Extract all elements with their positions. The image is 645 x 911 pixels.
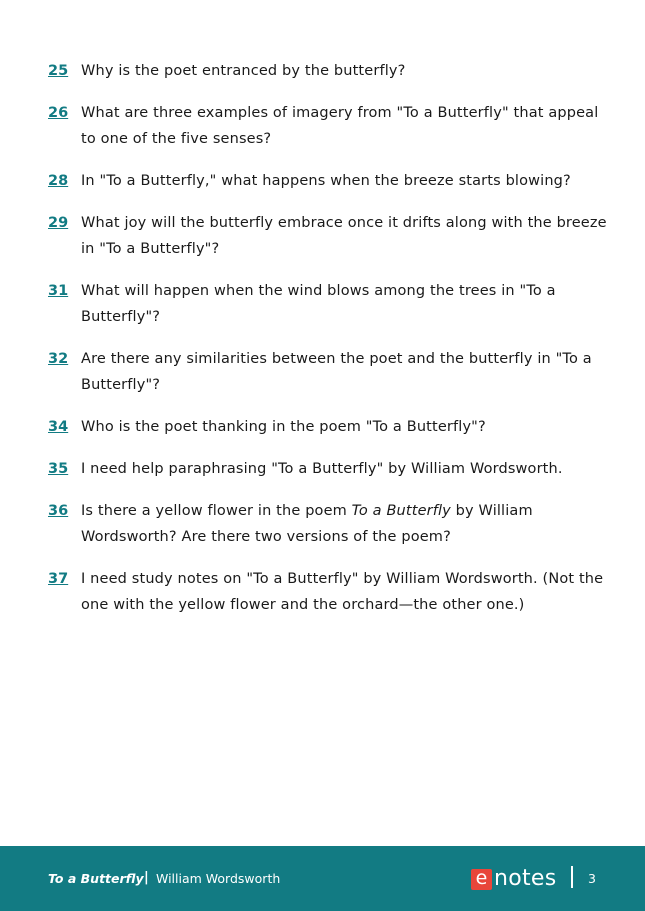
question-item: [48, 100, 608, 152]
question-link-number[interactable]: 26: [48, 105, 69, 121]
footer-bar: [0, 846, 645, 911]
footer-author: William Wordsworth: [156, 871, 281, 886]
question-text: Who is the poet thanking in the poem "To a Butterfly"?: [81, 419, 486, 435]
question-link-number[interactable]: 37: [48, 571, 69, 587]
question-item: [48, 210, 608, 262]
question-link-number[interactable]: 31: [48, 283, 69, 299]
question-text: What will happen when the wind blows among the trees in "To a Butterfly"?: [81, 283, 556, 325]
question-item: [48, 278, 608, 330]
question-item: [48, 456, 608, 482]
question-list: [48, 58, 608, 634]
question-link-number[interactable]: 35: [48, 461, 69, 477]
question-link-number[interactable]: 36: [48, 503, 69, 519]
enotes-logo: [471, 867, 557, 891]
question-text: [81, 498, 608, 550]
question-text: In "To a Butterfly," what happens when the breeze starts blowing?: [81, 173, 571, 189]
question-text: I need study notes on "To a Butterfly" by William Wordsworth. (Not the one with the yellow flower and the orchard—the other one.): [81, 571, 604, 613]
question-text: I need help paraphrasing "To a Butterfly" by William Wordsworth.: [81, 461, 563, 477]
question-item: [48, 566, 608, 618]
question-text-before: Is there a yellow flower in the poem: [81, 503, 352, 519]
footer-separator: |: [144, 870, 149, 885]
question-text: Are there any similarities between the poet and the butterfly in "To a Butterfly"?: [81, 351, 592, 393]
question-text: Why is the poet entranced by the butterfly?: [81, 63, 406, 79]
question-text: What are three examples of imagery from "To a Butterfly" that appeal to one of the five senses?: [81, 105, 599, 147]
question-item: [48, 168, 608, 194]
logo-wordmark: notes: [494, 866, 557, 891]
question-link-number[interactable]: 25: [48, 63, 69, 79]
question-link-number[interactable]: 32: [48, 351, 69, 367]
question-item: [48, 498, 608, 550]
question-item: [48, 58, 608, 84]
question-link-number[interactable]: 34: [48, 419, 69, 435]
question-item: [48, 346, 608, 398]
question-link-number[interactable]: 29: [48, 215, 69, 231]
footer-title: To a Butterfly: [48, 871, 144, 886]
question-text-after: by William Wordsworth? Are there two versions of the poem?: [81, 503, 533, 545]
page-number: 3: [588, 871, 596, 886]
question-item: [48, 414, 608, 440]
logo-e-icon: e: [471, 869, 492, 890]
question-text-italic-title: To a Butterfly: [351, 503, 451, 519]
question-text: What joy will the butterfly embrace once it drifts along with the breeze in "To a Butterfly"?: [81, 215, 607, 257]
question-link-number[interactable]: 28: [48, 173, 69, 189]
footer-divider: [571, 866, 573, 888]
